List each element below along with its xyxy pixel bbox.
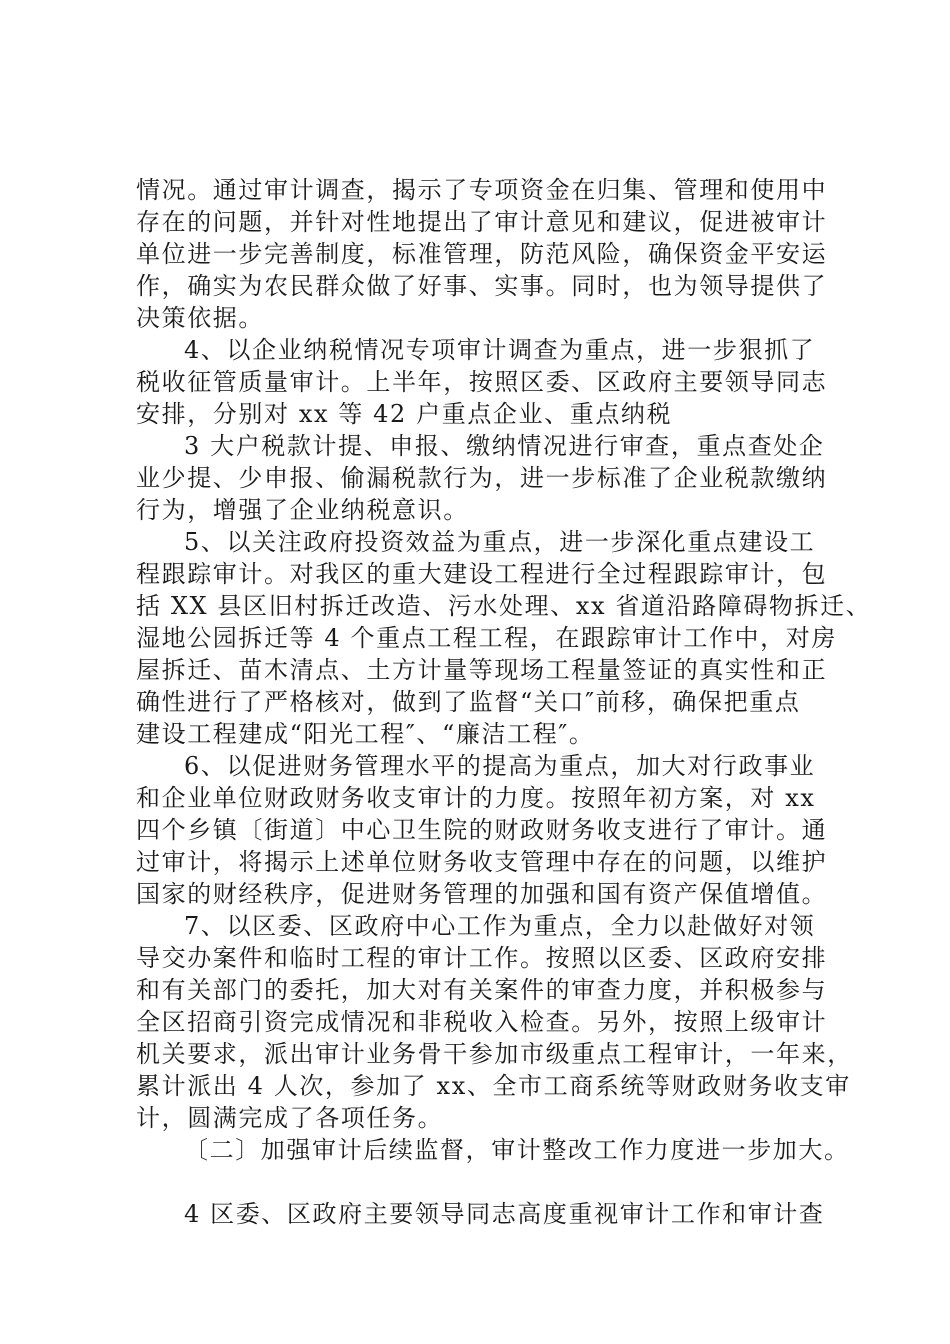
text-line: 决策依据。: [136, 304, 264, 332]
paragraph-start-line: 4 区委、区政府主要领导同志高度重视审计工作和审计查: [184, 1200, 825, 1228]
text-line: 行为，增强了企业纳税意识。: [136, 496, 469, 524]
text-line: 业少提、少申报、偷漏税款行为，进一步标准了企业税款缴纳: [136, 464, 828, 492]
text-line: 全区招商引资完成情况和非税收入检查。另外，按照上级审计: [136, 1008, 828, 1036]
text-line: 计，圆满完成了各项任务。: [136, 1104, 444, 1132]
text-line: 单位进一步完善制度，标准管理，防范风险，确保资金平安运: [136, 240, 828, 268]
paragraph-start-line: 6、以促进财务管理水平的提高为重点，加大对行政事业: [184, 752, 816, 780]
text-line: 税收征管质量审计。上半年，按照区委、区政府主要领导同志: [136, 368, 828, 396]
paragraph-start-line: 5、以关注政府投资效益为重点，进一步深化重点建设工: [184, 528, 816, 556]
text-line: 安排，分别对 xx 等 42 户重点企业、重点纳税: [136, 400, 673, 428]
text-line: 建设工程建成“阳光工程″、“廉洁工程″。: [136, 720, 595, 748]
text-line: 作，确实为农民群众做了好事、实事。同时，也为领导提供了: [136, 272, 828, 300]
text-line: 国家的财经秩序，促进财务管理的加强和国有资产保值增值。: [136, 880, 828, 908]
text-line: 括 XX 县区旧村拆迁改造、污水处理、xx 省道沿路障碍物拆迁、: [136, 592, 872, 620]
paragraph-start-line: 4、以企业纳税情况专项审计调查为重点，进一步狠抓了: [184, 336, 816, 364]
text-line: 四个乡镇〔街道〕中心卫生院的财政财务收支进行了审计。通: [136, 816, 828, 844]
text-line: 情况。通过审计调查，揭示了专项资金在归集、管理和使用中: [136, 176, 828, 204]
text-line: 湿地公园拆迁等 4 个重点工程工程，在跟踪审计工作中，对房: [136, 624, 837, 652]
text-line: 屋拆迁、苗木清点、土方计量等现场工程量签证的真实性和正: [136, 656, 828, 684]
text-line: 累计派出 4 人次，参加了 xx、全市工商系统等财政财务收支审: [136, 1072, 851, 1100]
section-heading: 〔二〕加强审计后续监督，审计整改工作力度进一步加大。: [184, 1136, 850, 1164]
paragraph-start-line: 3 大户税款计提、申报、缴纳情况进行审查，重点查处企: [184, 432, 825, 460]
paragraph-start-line: 7、以区委、区政府中心工作为重点，全力以赴做好对领: [184, 912, 816, 940]
text-line: 和有关部门的委托，加大对有关案件的审查力度，并积极参与: [136, 976, 828, 1004]
text-line: 存在的问题，并针对性地提出了审计意见和建议，促进被审计: [136, 208, 828, 236]
text-line: 过审计，将揭示上述单位财务收支管理中存在的问题，以维护: [136, 848, 828, 876]
text-line: 确性进行了严格核对，做到了监督“关口″前移，确保把重点: [136, 688, 801, 716]
text-line: 机关要求，派出审计业务骨干参加市级重点工程审计，一年来，: [136, 1040, 853, 1068]
text-line: 导交办案件和临时工程的审计工作。按照以区委、区政府安排: [136, 944, 828, 972]
text-line: 程跟踪审计。对我区的重大建设工程进行全过程跟踪审计，包: [136, 560, 828, 588]
text-line: 和企业单位财政财务收支审计的力度。按照年初方案，对 xx: [136, 784, 816, 812]
